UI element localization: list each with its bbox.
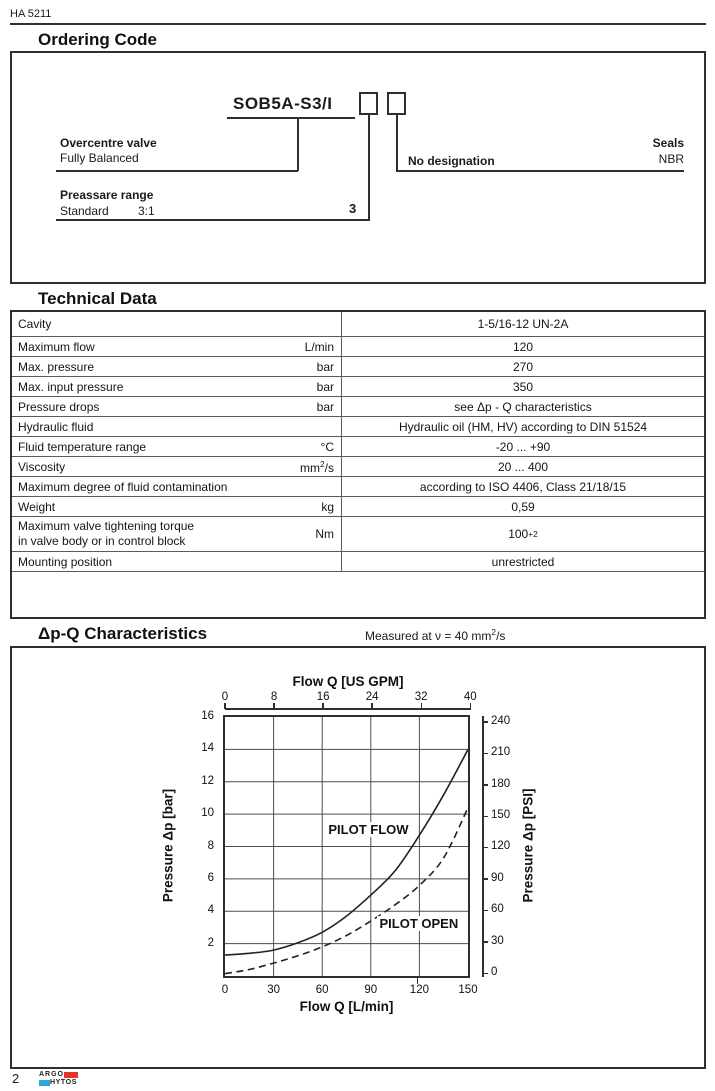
top-axis-tick bbox=[273, 703, 275, 709]
parameter-label: Max. pressure bbox=[18, 359, 95, 374]
measurement-note-post: /s bbox=[496, 629, 506, 643]
left-axis-tick-label: 14 bbox=[201, 742, 214, 755]
right-axis-tick-label: 60 bbox=[491, 903, 504, 916]
connector-line bbox=[297, 118, 299, 171]
left-axis-tick-label: 2 bbox=[207, 936, 214, 949]
section-title-technical: Technical Data bbox=[38, 289, 157, 308]
logo-text-argo: ARGO bbox=[39, 1071, 64, 1078]
logo-text-hytos: HYTOS bbox=[50, 1079, 77, 1086]
top-axis-title: Flow Q [US GPM] bbox=[292, 674, 404, 689]
parameter-unit: L/min bbox=[304, 339, 334, 354]
parameter-value: 350 bbox=[341, 377, 704, 396]
doc-number: HA 5211 bbox=[10, 8, 52, 20]
table-row bbox=[12, 337, 704, 357]
ordering-code-underline bbox=[227, 117, 355, 119]
right-axis-tick-label: 120 bbox=[491, 840, 511, 853]
parameter-value: unrestricted bbox=[341, 552, 704, 571]
parameter-value: 1-5/16-12 UN-2A bbox=[341, 312, 704, 336]
top-axis-line bbox=[225, 708, 471, 710]
parameter-unit: °C bbox=[320, 439, 334, 454]
pressure-range-ratio: 3:1 bbox=[138, 204, 155, 218]
overcentre-subtitle: Fully Balanced bbox=[60, 151, 139, 165]
ordering-code-text: SOB5A-S3/I bbox=[233, 94, 333, 113]
parameter-value: -20 ... +90 bbox=[341, 437, 704, 456]
branch-rule-pressure bbox=[56, 219, 370, 221]
table-cell-parameter bbox=[12, 437, 341, 456]
left-axis-tick-label: 16 bbox=[201, 710, 214, 722]
series-label-pilot-flow: PILOT FLOW bbox=[325, 822, 411, 837]
left-axis-tick-label: 10 bbox=[201, 807, 214, 820]
ordering-option-box-2 bbox=[387, 92, 406, 115]
top-axis-tick bbox=[371, 703, 373, 709]
table-cell-parameter bbox=[12, 397, 341, 416]
top-axis-tick-label: 16 bbox=[316, 691, 330, 703]
table-row bbox=[12, 357, 704, 377]
parameter-value: 0,59 bbox=[341, 497, 704, 516]
table-row bbox=[12, 437, 704, 457]
parameter-label: Hydraulic fluid bbox=[18, 419, 94, 434]
bottom-axis-tick-label: 90 bbox=[364, 984, 378, 996]
connector-line bbox=[368, 115, 370, 221]
section-header-dpq bbox=[10, 617, 706, 648]
no-designation-label: No designation bbox=[408, 154, 495, 168]
right-axis-tick-label: 180 bbox=[491, 777, 511, 790]
section-title-dpq: Δp-Q Characteristics bbox=[38, 624, 208, 643]
pressure-range-title: Preassare range bbox=[60, 188, 154, 202]
right-axis-tick-label: 240 bbox=[491, 714, 511, 727]
overcentre-title: Overcentre valve bbox=[60, 136, 157, 150]
parameter-value: according to ISO 4406, Class 21/18/15 bbox=[341, 477, 704, 496]
table-row bbox=[12, 477, 704, 497]
measurement-note-text: Measured at ν = 40 mm bbox=[365, 629, 492, 643]
measurement-note bbox=[365, 627, 505, 643]
top-axis-tick bbox=[322, 703, 324, 709]
right-axis-tick bbox=[483, 878, 488, 880]
parameter-label: Mounting position bbox=[18, 554, 113, 569]
table-row bbox=[12, 417, 704, 437]
table-row bbox=[12, 377, 704, 397]
table-row bbox=[12, 457, 704, 477]
technical-data-table bbox=[10, 312, 706, 572]
left-axis-title: Pressure Δp [bar] bbox=[160, 788, 176, 903]
table-row bbox=[12, 517, 704, 552]
right-axis-tick-label: 210 bbox=[491, 746, 511, 759]
parameter-label: Fluid temperature range bbox=[18, 439, 147, 454]
right-axis-tick bbox=[483, 753, 488, 755]
table-cell-parameter bbox=[12, 312, 341, 336]
right-axis-tick bbox=[483, 973, 488, 975]
parameter-label: Max. input pressure bbox=[18, 379, 124, 394]
table-cell-parameter bbox=[12, 477, 341, 496]
parameter-label: Weight bbox=[18, 499, 56, 514]
parameter-label: Maximum valve tightening torque in valve body or in control block bbox=[18, 519, 195, 548]
table-row bbox=[12, 312, 704, 337]
left-axis-tick-label: 8 bbox=[207, 839, 214, 852]
right-axis-tick-label: 150 bbox=[491, 809, 511, 821]
table-row bbox=[12, 497, 704, 517]
table-cell-parameter bbox=[12, 552, 341, 571]
table-cell-parameter bbox=[12, 457, 341, 476]
right-axis-title: Pressure Δp [PSI] bbox=[520, 788, 536, 903]
right-axis-tick-label: 30 bbox=[491, 934, 504, 947]
bottom-axis-tick-label: 30 bbox=[267, 984, 280, 996]
plot-canvas bbox=[225, 717, 468, 976]
pressure-range-standard: Standard bbox=[60, 204, 109, 218]
bottom-axis-title: Flow Q [L/min] bbox=[299, 999, 394, 1014]
page-number: 2 bbox=[12, 1071, 20, 1086]
parameter-unit: bar bbox=[316, 379, 334, 394]
right-axis-tick bbox=[483, 847, 488, 849]
section-header-ordering bbox=[10, 23, 706, 53]
parameter-label: Maximum degree of fluid contamination bbox=[18, 479, 228, 494]
logo-row-argo bbox=[39, 1071, 78, 1078]
parameter-value: see Δp - Q characteristics bbox=[341, 397, 704, 416]
right-axis-tick bbox=[483, 941, 488, 943]
parameter-value: 20 ... 400 bbox=[341, 457, 704, 476]
left-axis-tick-label: 4 bbox=[207, 904, 214, 917]
table-row bbox=[12, 397, 704, 417]
right-axis-tick bbox=[483, 910, 488, 912]
bottom-axis-tick-label: 0 bbox=[221, 984, 229, 996]
top-axis-tick-label: 40 bbox=[463, 691, 477, 703]
table-cell-parameter bbox=[12, 377, 341, 396]
parameter-label: Maximum flow bbox=[18, 339, 95, 354]
ordering-option-box-1 bbox=[359, 92, 378, 115]
table-row bbox=[12, 552, 704, 572]
parameter-unit: $mm^2/s$ bbox=[299, 458, 334, 475]
right-axis-tick-label: 90 bbox=[491, 871, 504, 884]
parameter-unit: bar bbox=[316, 399, 334, 414]
top-axis-tick bbox=[470, 703, 472, 709]
parameter-label: Viscosity bbox=[18, 459, 66, 474]
bottom-axis-tick-label: 150 bbox=[458, 984, 478, 996]
parameter-unit: bar bbox=[316, 359, 334, 374]
right-axis-tick bbox=[483, 784, 488, 786]
parameter-label: Cavity bbox=[18, 317, 52, 331]
logo-row-hytos bbox=[39, 1079, 78, 1086]
table-cell-parameter bbox=[12, 417, 341, 436]
table-cell-parameter bbox=[12, 357, 341, 376]
bottom-axis-tick-label: 120 bbox=[409, 984, 429, 996]
top-axis-tick-label: 32 bbox=[414, 691, 428, 703]
right-axis-tick bbox=[483, 721, 488, 723]
left-axis-tick-label: 12 bbox=[201, 774, 214, 787]
parameter-value: 270 bbox=[341, 357, 704, 376]
logo-blue-block bbox=[39, 1080, 50, 1086]
right-axis-tick-label: 0 bbox=[491, 966, 498, 978]
parameter-unit: kg bbox=[321, 499, 334, 514]
series-label-pilot-open: PILOT OPEN bbox=[377, 916, 462, 931]
section-title-ordering: Ordering Code bbox=[38, 30, 158, 49]
right-axis-tick bbox=[483, 816, 488, 818]
parameter-value: Hydraulic oil (HM, HV) according to DIN 51524 bbox=[341, 417, 704, 436]
branch-rule-overcentre bbox=[56, 170, 298, 172]
seals-title: Seals bbox=[652, 136, 684, 150]
bottom-axis-tick-label: 60 bbox=[315, 984, 329, 996]
top-axis-tick-label: 0 bbox=[221, 691, 229, 703]
pressure-range-code: 3 bbox=[349, 201, 357, 216]
top-axis-tick-label: 24 bbox=[365, 691, 379, 703]
connector-line bbox=[396, 115, 398, 172]
seals-value: NBR bbox=[658, 152, 684, 166]
left-axis-tick-label: 6 bbox=[207, 871, 214, 884]
parameter-label: Pressure drops bbox=[18, 399, 100, 414]
table-cell-parameter bbox=[12, 517, 341, 551]
argo-hytos-logo bbox=[39, 1071, 78, 1087]
logo-red-block bbox=[64, 1072, 78, 1078]
parameter-value: 120 bbox=[341, 337, 704, 356]
branch-rule-seals bbox=[396, 170, 684, 172]
parameter-unit: Nm bbox=[315, 527, 334, 541]
table-cell-parameter bbox=[12, 497, 341, 516]
top-axis-tick bbox=[421, 703, 423, 709]
measurement-note-sup: 2 bbox=[491, 627, 497, 637]
top-axis-tick bbox=[224, 703, 226, 709]
table-cell-parameter bbox=[12, 337, 341, 356]
top-axis-tick-label: 8 bbox=[270, 691, 278, 703]
section-header-technical bbox=[10, 282, 706, 312]
parameter-value: 100 +2 bbox=[341, 517, 704, 551]
